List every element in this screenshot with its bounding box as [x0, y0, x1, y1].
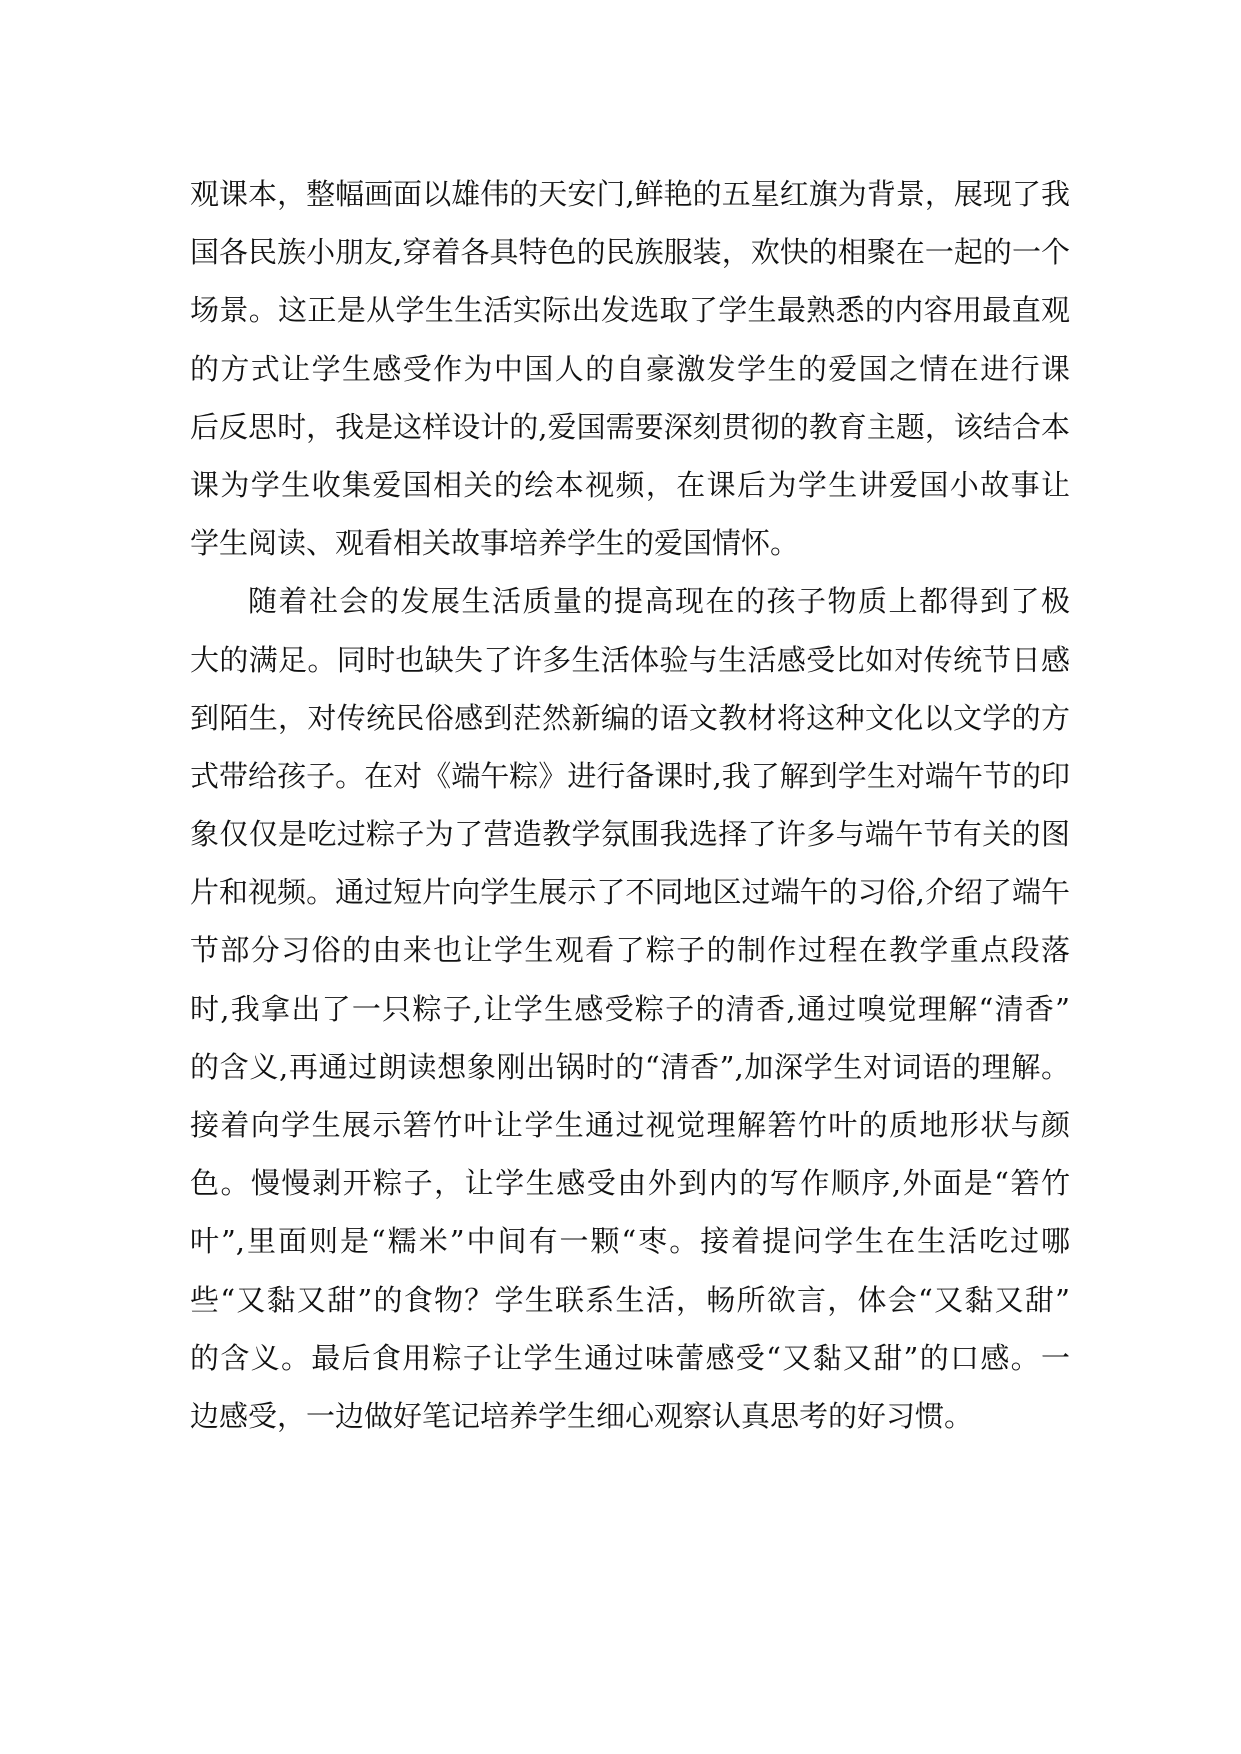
text-line: 边感受，一边做好笔记培养学生细心观察认真思考的好习惯。	[190, 1398, 974, 1433]
body-text	[190, 165, 1070, 1445]
text-line: 时,我拿出了一只粽子,让学生感受粽子的清香,通过嗅觉理解“清香”	[190, 991, 1070, 1026]
text-line: 课为学生收集爱国相关的绘本视频，在课后为学生讲爱国小故事让	[190, 467, 1070, 502]
text-line: 学生阅读、观看相关故事培养学生的爱国情怀。	[190, 526, 800, 561]
text-line: 大的满足。同时也缺失了许多生活体验与生活感受比如对传统节日感	[190, 642, 1070, 677]
text-line: 色。慢慢剥开粽子，让学生感受由外到内的写作顺序,外面是“箬竹	[190, 1166, 1070, 1201]
text-line: 些“又黏又甜”的食物？学生联系生活，畅所欲言，体会“又黏又甜”	[190, 1282, 1070, 1317]
text-line: 的方式让学生感受作为中国人的自豪激发学生的爱国之情在进行课	[190, 351, 1070, 386]
text-line: 到陌生，对传统民俗感到茫然新编的语文教材将这种文化以文学的方	[190, 700, 1070, 735]
text-line: 的含义,再通过朗读想象刚出锅时的“清香”,加深学生对词语的理解。	[190, 1049, 1070, 1084]
text-line: 的含义。最后食用粽子让学生通过味蕾感受“又黏又甜”的口感。一	[190, 1340, 1070, 1375]
text-line: 节部分习俗的由来也让学生观看了粽子的制作过程在教学重点段落	[190, 933, 1070, 968]
text-line: 后反思时，我是这样设计的,爱国需要深刻贯彻的教育主题，该结合本	[190, 409, 1070, 444]
text-line: 随着社会的发展生活质量的提高现在的孩子物质上都得到了极	[248, 584, 1070, 619]
text-line: 接着向学生展示箬竹叶让学生通过视觉理解箬竹叶的质地形状与颜	[190, 1108, 1070, 1142]
text-line: 国各民族小朋友,穿着各具特色的民族服装，欢快的相聚在一起的一个	[190, 235, 1070, 270]
text-line: 象仅仅是吃过粽子为了营造教学氛围我选择了许多与端午节有关的图	[190, 817, 1070, 852]
text-line: 式带给孩子。在对《端午粽》进行备课时,我了解到学生对端午节的印	[190, 758, 1070, 793]
text-line: 场景。这正是从学生生活实际出发选取了学生最熟悉的内容用最直观	[190, 293, 1070, 328]
text-line: 叶”,里面则是“糯米”中间有一颗“枣。接着提问学生在生活吃过哪	[190, 1224, 1070, 1259]
text-line: 观课本，整幅画面以雄伟的天安门,鲜艳的五星红旗为背景，展现了我	[190, 177, 1070, 211]
text-line: 片和视频。通过短片向学生展示了不同地区过端午的习俗,介绍了端午	[190, 875, 1070, 910]
